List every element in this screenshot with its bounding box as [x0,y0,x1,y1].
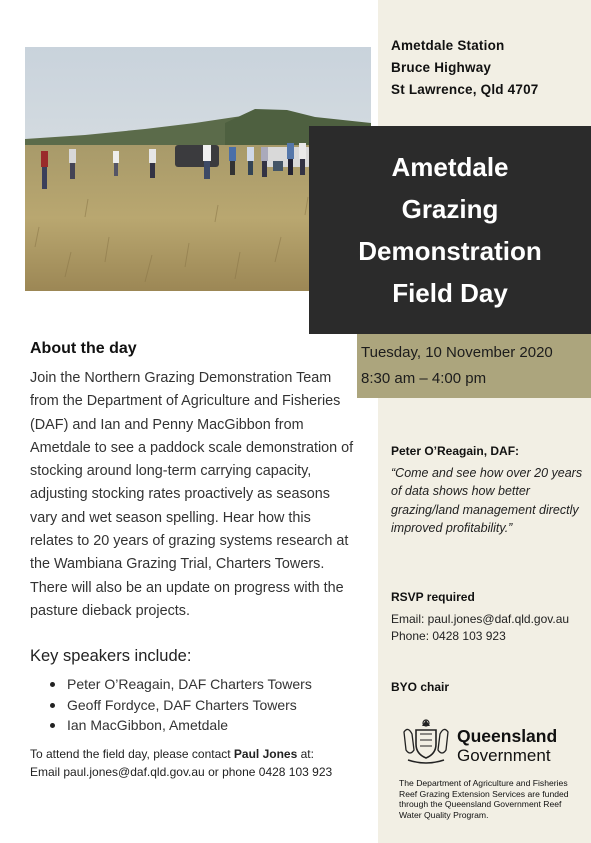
speaker-name: Geoff Fordyce, DAF Charters Towers [67,696,297,713]
title-line: Demonstration [358,236,542,266]
funding-note: The Department of Agriculture and Fisheries Reef Grazing Extension Services are funded through the Queensland Government Reef Water Quality Program. [399,778,569,820]
rsvp-email[interactable]: Email: paul.jones@daf.qld.gov.au [391,612,570,626]
title-line: Grazing [401,194,499,224]
coat-of-arms-icon [400,716,452,771]
event-title-box [309,126,591,334]
qld-logo-name: Queensland [457,726,558,746]
rsvp-phone[interactable]: Phone: 0428 103 923 [391,629,506,643]
about-body: Join the Northern Grazing Demonstration Team from the Department of Agriculture and Fisheries (DAF) and Ian and Penny MacGibbon from Ametdale to see a paddock scale demonstration of stocking around long-term carrying capacity, adjusting stocking rates proactively as seasons vary and wet season spelling. Hear how this relates to 20 years of grazing systems research at the Wambiana Grazing Trial, Charters Towers. There will also be an update on progress with the pasture dieback projects. [30,370,354,619]
contact-info [30,745,332,781]
bullet-icon [50,723,55,728]
rsvp-details [391,611,569,645]
event-time: 8:30 am – 4:00 pm [361,370,487,387]
event-date-box [357,334,591,398]
speakers-list [50,674,312,736]
contact-name: Paul Jones [233,747,298,761]
qld-logo-government: Government [457,746,551,765]
list-item [50,715,312,736]
quote-speaker: Peter O’Reagain, DAF: [391,444,520,458]
venue-address [391,35,539,101]
address-line: St Lawrence, Qld 4707 [391,82,539,97]
contact-prefix: To attend the field day, please contact [30,747,234,761]
contact-suffix: at: [297,747,314,761]
list-item [50,695,312,716]
event-date: Tuesday, 10 November 2020 [361,344,553,361]
byo-note: BYO chair [391,680,450,694]
contact-line [30,745,332,763]
speaker-name: Ian MacGibbon, Ametdale [67,717,229,733]
title-line: Ametdale [391,152,509,182]
bullet-icon [50,703,55,708]
contact-details: Email paul.jones@daf.qld.gov.au or phone 0428 103 923 [30,765,333,779]
list-item [50,674,312,695]
speaker-name: Peter O’Reagain, DAF Charters Towers [67,676,312,692]
address-line: Ametdale Station [391,38,505,53]
rsvp-heading: RSVP required [391,590,475,604]
speakers-heading: Key speakers include: [30,647,192,665]
address-line: Bruce Highway [391,60,492,75]
title-line: Field Day [392,278,508,308]
bullet-icon [50,682,55,687]
quote-text: “Come and see how over 20 years of data shows how better grazing/land management directly improved profitability.” [391,466,583,536]
about-heading: About the day [30,340,137,357]
